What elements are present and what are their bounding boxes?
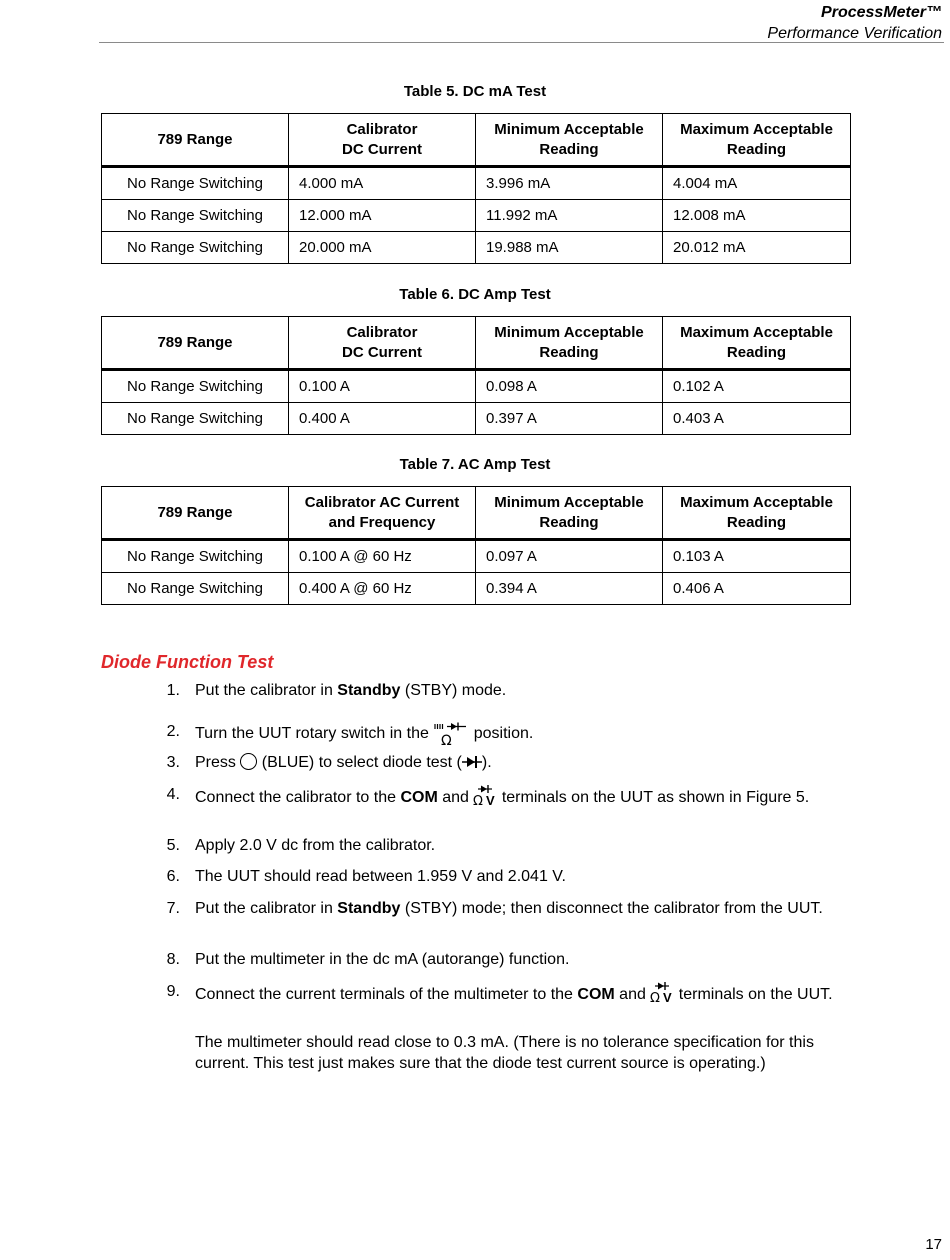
- step-number: 2.: [166, 723, 180, 740]
- column-header: Maximum Acceptable Reading: [663, 114, 851, 167]
- step-text: Put the multimeter in the dc mA (autorange) function.: [195, 951, 570, 968]
- table-row: [102, 167, 851, 200]
- svg-text:Ω: Ω: [650, 991, 661, 1005]
- column-header: Maximum Acceptable Reading: [663, 487, 851, 540]
- table-caption: Table 6. DC Amp Test: [399, 286, 551, 303]
- table-cell: 0.397 A: [476, 403, 663, 435]
- table-header-row: [102, 487, 851, 540]
- step-number: 1.: [166, 682, 180, 699]
- step-text: Turn the UUT rotary switch in the Ω position.: [195, 721, 845, 747]
- table-cell: No Range Switching: [102, 403, 289, 435]
- spec-table: [101, 316, 851, 435]
- column-header: Minimum Acceptable Reading: [476, 114, 663, 167]
- table-cell: No Range Switching: [102, 540, 289, 573]
- table-cell: 0.400 A @ 60 Hz: [289, 573, 476, 605]
- column-header: 789 Range: [102, 487, 289, 540]
- table-cell: 0.100 A @ 60 Hz: [289, 540, 476, 573]
- column-header: Minimum Acceptable Reading: [476, 487, 663, 540]
- step-text: Connect the current terminals of the multimeter to the COM and Ω V terminals on the UUT.: [195, 981, 845, 1005]
- section-title: Diode Function Test: [101, 652, 274, 672]
- table-cell: 20.000 mA: [289, 232, 476, 264]
- table-cell: No Range Switching: [102, 232, 289, 264]
- table-cell: 0.097 A: [476, 540, 663, 573]
- table-cell: 0.406 A: [663, 573, 851, 605]
- table-cell: 19.988 mA: [476, 232, 663, 264]
- table-cell: No Range Switching: [102, 167, 289, 200]
- step-number: 3.: [166, 754, 180, 771]
- svg-text:Ω: Ω: [441, 733, 453, 747]
- column-header: Calibrator DC Current: [289, 317, 476, 370]
- svg-text:V: V: [486, 793, 496, 808]
- table-cell: No Range Switching: [102, 370, 289, 403]
- svg-text:V: V: [663, 990, 672, 1005]
- table-row: [102, 540, 851, 573]
- header-subtitle: Performance Verification: [767, 25, 942, 42]
- column-header: Maximum Acceptable Reading: [663, 317, 851, 370]
- table-cell: 12.000 mA: [289, 200, 476, 232]
- step-number: 5.: [166, 837, 180, 854]
- spec-table: [101, 113, 851, 264]
- table-cell: 4.004 mA: [663, 167, 851, 200]
- table-cell: 0.400 A: [289, 403, 476, 435]
- table-row: [102, 403, 851, 435]
- rotary-switch-diode-ohm-icon: [433, 721, 469, 747]
- column-header: Minimum Acceptable Reading: [476, 317, 663, 370]
- step-number: 9.: [166, 983, 180, 1000]
- spec-table: [101, 486, 851, 605]
- svg-text:Ω: Ω: [473, 794, 484, 808]
- bold-term: Standby: [337, 682, 401, 699]
- table-cell: 11.992 mA: [476, 200, 663, 232]
- table-cell: 0.103 A: [663, 540, 851, 573]
- column-header: 789 Range: [102, 317, 289, 370]
- step-text: Put the calibrator in Standby (STBY) mode; then disconnect the calibrator from the UUT.: [195, 900, 823, 917]
- bold-term: COM: [400, 789, 438, 806]
- table-cell: No Range Switching: [102, 200, 289, 232]
- page-number: 17: [925, 1236, 942, 1253]
- table-cell: 0.098 A: [476, 370, 663, 403]
- bold-term: Standby: [337, 900, 401, 917]
- header-divider: [99, 42, 944, 43]
- column-header: Calibrator AC Current and Frequency: [289, 487, 476, 540]
- column-header: 789 Range: [102, 114, 289, 167]
- step-text: The multimeter should read close to 0.3 mA. (There is no tolerance specification for this current. This test just makes sure that the diode test current source is operating.): [195, 1034, 814, 1072]
- table-row: [102, 573, 851, 605]
- bold-term: COM: [577, 986, 615, 1003]
- table-cell: 0.102 A: [663, 370, 851, 403]
- step-number: 8.: [166, 951, 180, 968]
- header-title: ProcessMeter™: [821, 4, 942, 21]
- table-header-row: [102, 114, 851, 167]
- table-caption: Table 5. DC mA Test: [403, 83, 547, 100]
- table-header-row: [102, 317, 851, 370]
- step-number: 7.: [166, 900, 180, 917]
- step-text: Apply 2.0 V dc from the calibrator.: [195, 837, 436, 854]
- diode-icon: [462, 755, 482, 769]
- blue-button-icon: [240, 753, 257, 770]
- step-text: Press (BLUE) to select diode test ( ).: [195, 754, 492, 771]
- table-row: [102, 200, 851, 232]
- ohm-volt-diode-icon: [650, 981, 674, 1005]
- step-text: Connect the calibrator to the COM and Ω V terminals on the UUT as shown in Figure 5.: [195, 784, 845, 808]
- column-header: Calibrator DC Current: [289, 114, 476, 167]
- table-cell: 0.403 A: [663, 403, 851, 435]
- step-number: 6.: [166, 868, 180, 885]
- table-cell: No Range Switching: [102, 573, 289, 605]
- step-text: The UUT should read between 1.959 V and 2.041 V.: [195, 868, 566, 885]
- table-cell: 0.394 A: [476, 573, 663, 605]
- table-row: [102, 232, 851, 264]
- table-cell: 20.012 mA: [663, 232, 851, 264]
- table-cell: 4.000 mA: [289, 167, 476, 200]
- page-header: [767, 2, 942, 44]
- table-cell: 12.008 mA: [663, 200, 851, 232]
- step-text: Put the calibrator in Standby (STBY) mode.: [195, 682, 507, 699]
- table-cell: 0.100 A: [289, 370, 476, 403]
- table-caption: Table 7. AC Amp Test: [399, 456, 551, 473]
- table-row: [102, 370, 851, 403]
- ohm-volt-diode-icon: [473, 784, 497, 808]
- step-number: 4.: [166, 786, 180, 803]
- table-cell: 3.996 mA: [476, 167, 663, 200]
